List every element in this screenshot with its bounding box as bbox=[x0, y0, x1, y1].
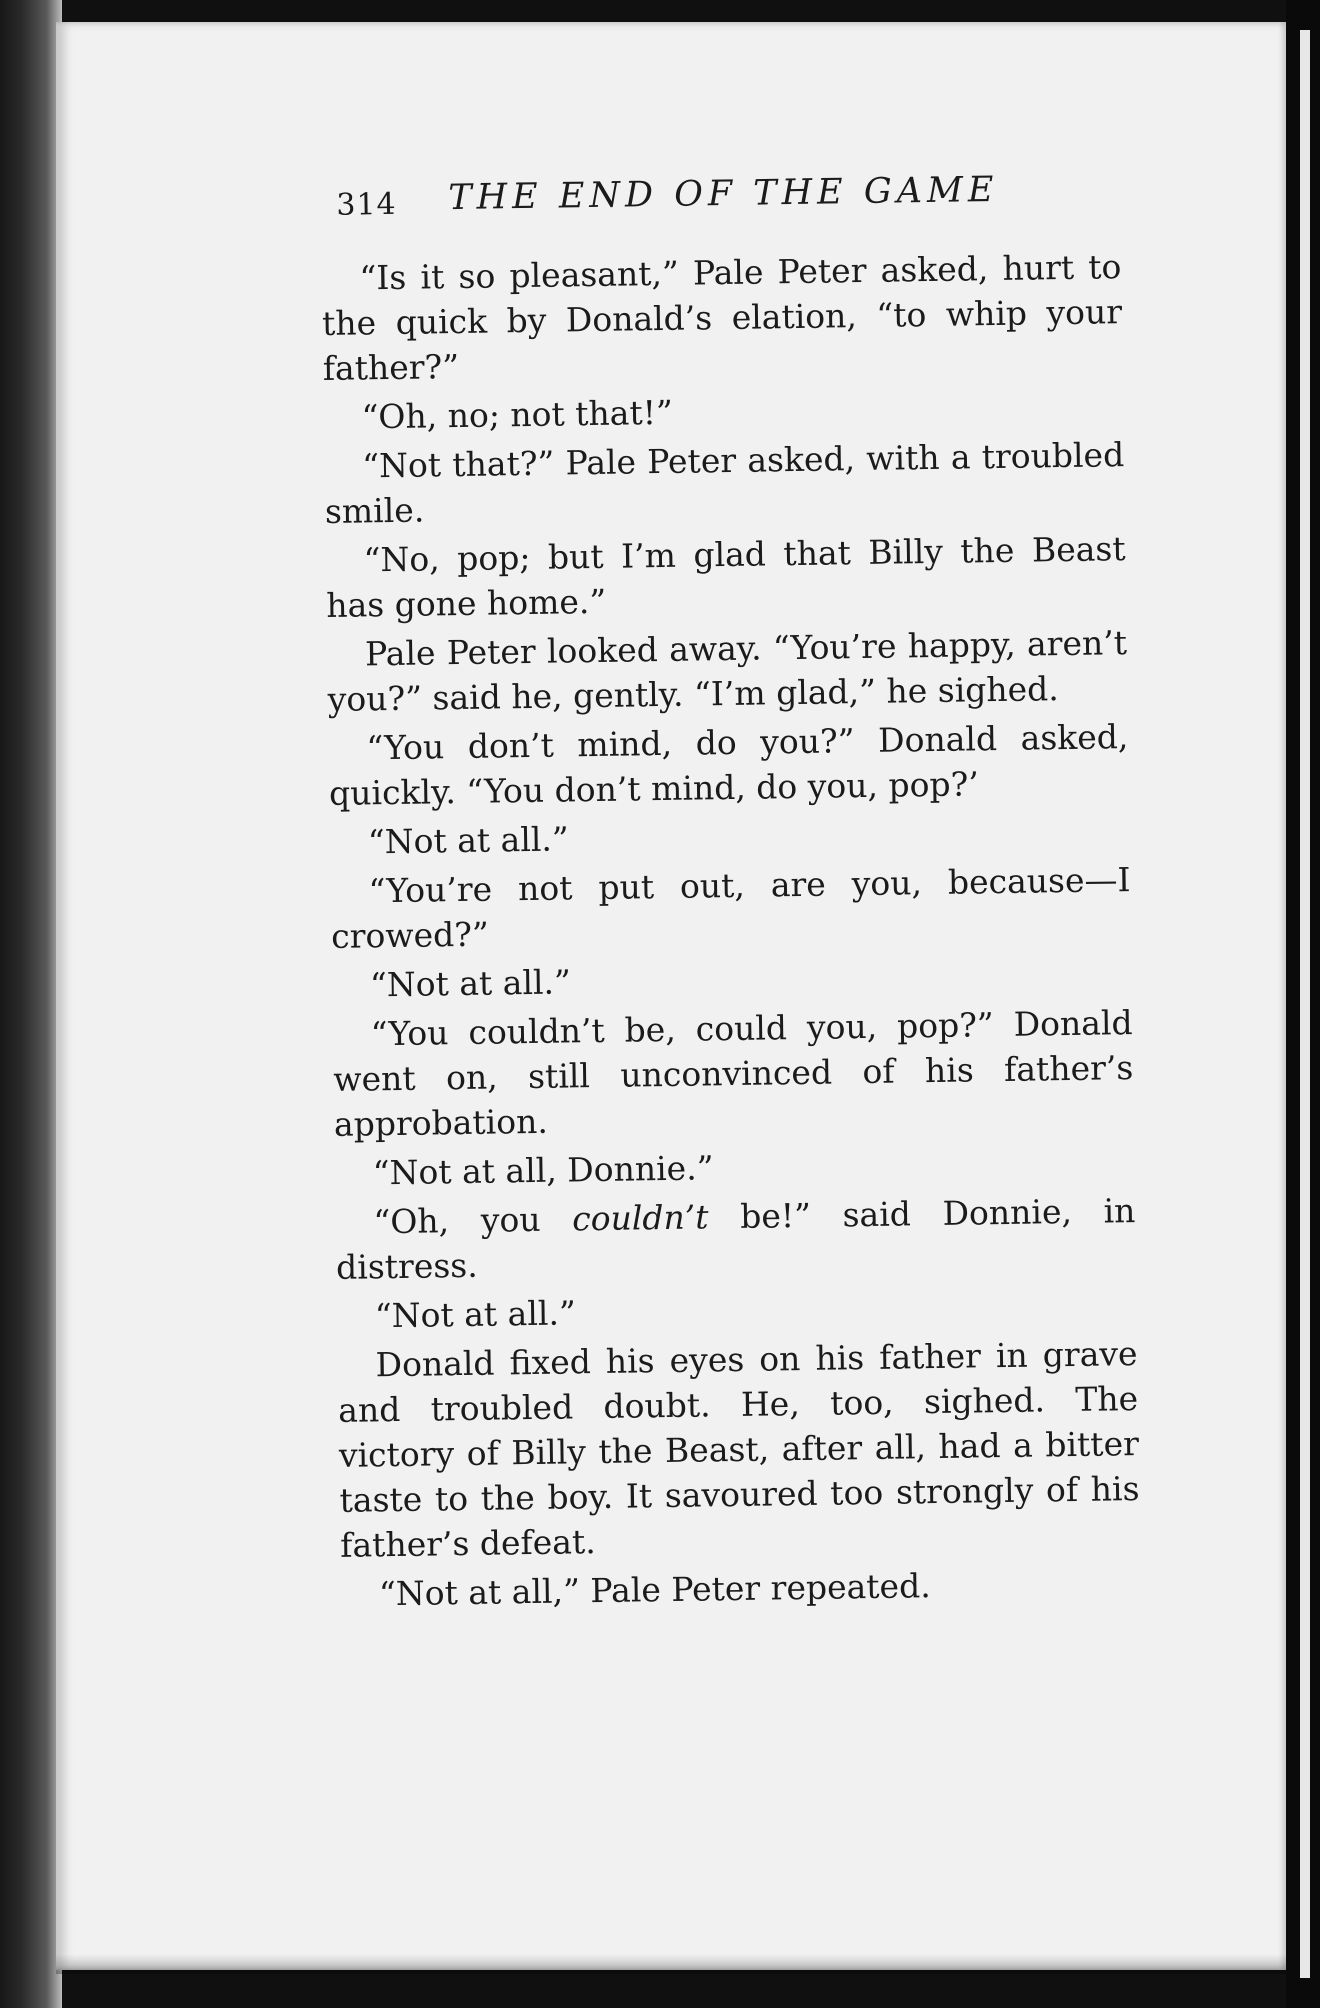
page-header bbox=[320, 168, 1121, 244]
book-spine-edge bbox=[0, 0, 62, 2008]
paragraph: “Is it so pleasant,” Pale Peter asked, hurt to the quick by Donald’s elation, “to whip your father?” bbox=[321, 247, 1123, 388]
paragraph: “No, pop; but I’m glad that Billy the Beast has gone home.” bbox=[326, 529, 1126, 625]
paragraph: Donald fixed his eyes on his father in grave and troubled doubt. He, too, sighed. The victory of Billy the Beast, after all, had a bitter taste to the boy. It savoured too strongly of his father’s defeat. bbox=[337, 1334, 1140, 1565]
paragraph bbox=[335, 1188, 1136, 1290]
paragraph: “You’re not put out, are you, because—I crowed?” bbox=[330, 860, 1131, 956]
page-bottom-shadow bbox=[56, 1954, 1286, 1974]
adjacent-page-strip bbox=[1300, 30, 1310, 1978]
paragraph: “Not at all.” bbox=[367, 819, 570, 862]
paragraph: “Not at all.” bbox=[374, 1293, 577, 1336]
right-page-edge bbox=[1286, 0, 1320, 2008]
page-content bbox=[320, 168, 1141, 1617]
italic-word: couldn’t bbox=[571, 1197, 709, 1239]
paragraph: Pale Peter looked away. “You’re happy, aren’t you?” said he, gently. “I’m glad,” he sighed. bbox=[327, 623, 1128, 719]
paragraph: “Oh, no; not that!” bbox=[361, 392, 674, 437]
paragraph: “You don’t mind, do you?” Donald asked, quickly. “You don’t mind, do you, pop?’ bbox=[328, 717, 1129, 813]
paragraph: “Not that?” Pale Peter asked, with a troubled smile. bbox=[324, 435, 1125, 531]
body-text bbox=[321, 244, 1141, 1617]
running-head: THE END OF THE GAME bbox=[447, 169, 999, 219]
paragraph: “Not at all, Donnie.” bbox=[372, 1148, 714, 1193]
paragraph: “You couldn’t be, could you, pop?” Donald went on, still unconvinced of his father’s approbation. bbox=[333, 1003, 1134, 1144]
page-number: 314 bbox=[336, 186, 397, 223]
paragraph: “Not at all,” Pale Peter repeated. bbox=[378, 1566, 931, 1614]
paragraph-text: be!” said Donnie, in distress. bbox=[335, 1191, 1136, 1287]
paragraph-text: “Oh, you bbox=[373, 1199, 573, 1242]
paragraph: “Not at all.” bbox=[369, 962, 572, 1005]
